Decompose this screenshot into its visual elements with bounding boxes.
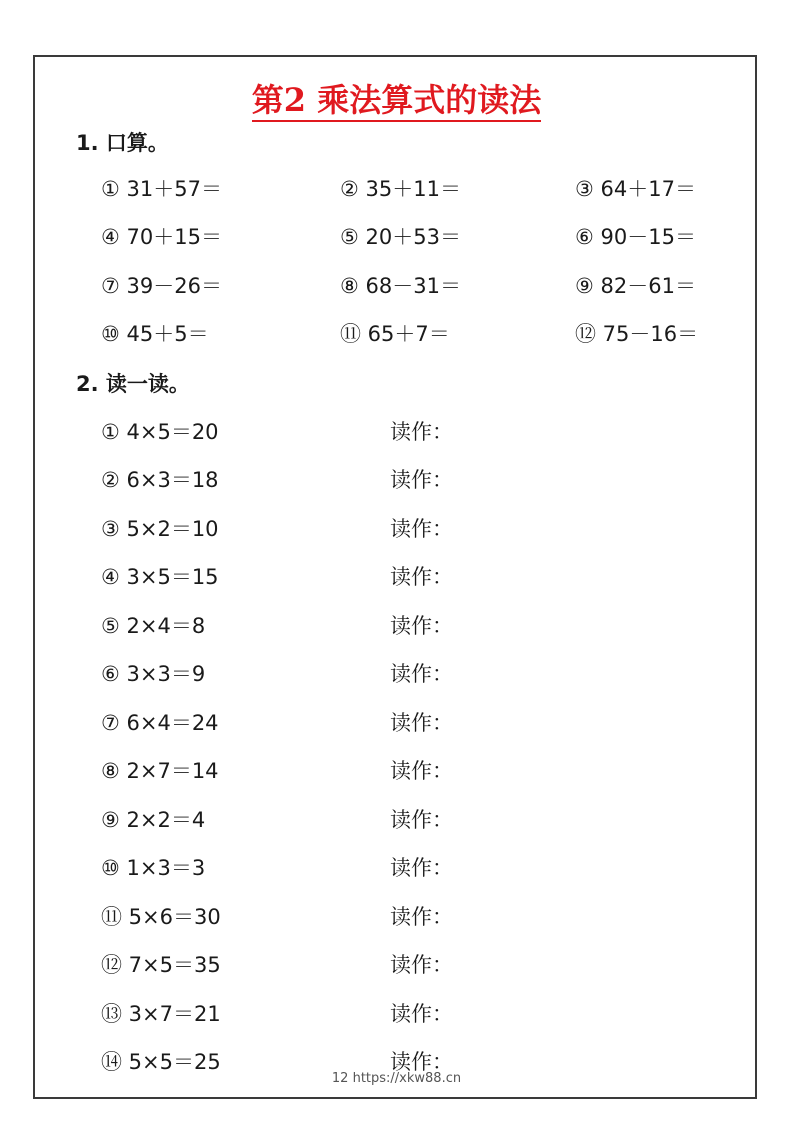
calc-item: ⑨ 82－61＝	[575, 274, 696, 298]
multiplication-expression: ① 4×5＝20	[101, 420, 219, 444]
section-1-heading: 1. 口算。	[76, 131, 169, 155]
calc-item: ⑧ 68－31＝	[340, 274, 461, 298]
read-row	[0, 562, 793, 592]
multiplication-expression: ⑤ 2×4＝8	[101, 614, 206, 638]
read-as-label: 读作：	[390, 1050, 453, 1074]
multiplication-expression: ⑬ 3×7＝21	[101, 1002, 221, 1026]
read-as-label: 读作：	[390, 614, 453, 638]
calc-item: ③ 64＋17＝	[575, 177, 696, 201]
multiplication-expression: ⑧ 2×7＝14	[101, 759, 219, 783]
read-as-label: 读作：	[390, 711, 453, 735]
read-as-label: 读作：	[390, 1002, 453, 1026]
read-row	[0, 756, 793, 786]
read-as-label: 读作：	[390, 420, 453, 444]
read-row	[0, 902, 793, 932]
multiplication-expression: ④ 3×5＝15	[101, 565, 219, 589]
multiplication-expression: ② 6×3＝18	[101, 468, 219, 492]
calc-item: ① 31＋57＝	[101, 177, 222, 201]
read-row	[0, 853, 793, 883]
read-as-label: 读作：	[390, 905, 453, 929]
calc-row	[0, 222, 793, 252]
multiplication-expression: ⑭ 5×5＝25	[101, 1050, 221, 1074]
page-footer: 12 https://xkw88.cn	[331, 1071, 462, 1086]
calc-item: ② 35＋11＝	[340, 177, 461, 201]
calc-item: ⑫ 75－16＝	[575, 322, 699, 346]
multiplication-expression: ⑨ 2×2＝4	[101, 808, 206, 832]
read-row	[0, 950, 793, 980]
read-as-label: 读作：	[390, 662, 453, 686]
multiplication-expression: ⑥ 3×3＝9	[101, 662, 206, 686]
calc-item: ⑥ 90－15＝	[575, 225, 696, 249]
read-as-label: 读作：	[390, 856, 453, 880]
read-as-label: 读作：	[390, 468, 453, 492]
read-as-label: 读作：	[390, 565, 453, 589]
multiplication-expression: ⑦ 6×4＝24	[101, 711, 219, 735]
multiplication-expression: ③ 5×2＝10	[101, 517, 219, 541]
multiplication-expression: ⑩ 1×3＝3	[101, 856, 206, 880]
section-2-heading: 2. 读一读。	[76, 372, 190, 396]
read-row	[0, 611, 793, 641]
read-as-label: 读作：	[390, 953, 453, 977]
calc-item: ⑪ 65＋7＝	[340, 322, 450, 346]
calc-item: ④ 70＋15＝	[101, 225, 222, 249]
read-row	[0, 465, 793, 495]
read-row	[0, 514, 793, 544]
calc-item: ⑦ 39－26＝	[101, 274, 222, 298]
calc-item: ⑩ 45＋5＝	[101, 322, 209, 346]
read-row	[0, 805, 793, 835]
worksheet-title	[0, 78, 793, 122]
calc-item: ⑤ 20＋53＝	[340, 225, 461, 249]
calc-row	[0, 174, 793, 204]
title-text: 第2 乘法算式的读法	[252, 81, 541, 122]
read-row	[0, 659, 793, 689]
read-row	[0, 708, 793, 738]
read-as-label: 读作：	[390, 808, 453, 832]
read-row	[0, 417, 793, 447]
read-as-label: 读作：	[390, 759, 453, 783]
read-row	[0, 999, 793, 1029]
multiplication-expression: ⑫ 7×5＝35	[101, 953, 221, 977]
calc-row	[0, 319, 793, 349]
calc-row	[0, 271, 793, 301]
multiplication-expression: ⑪ 5×6＝30	[101, 905, 221, 929]
read-as-label: 读作：	[390, 517, 453, 541]
